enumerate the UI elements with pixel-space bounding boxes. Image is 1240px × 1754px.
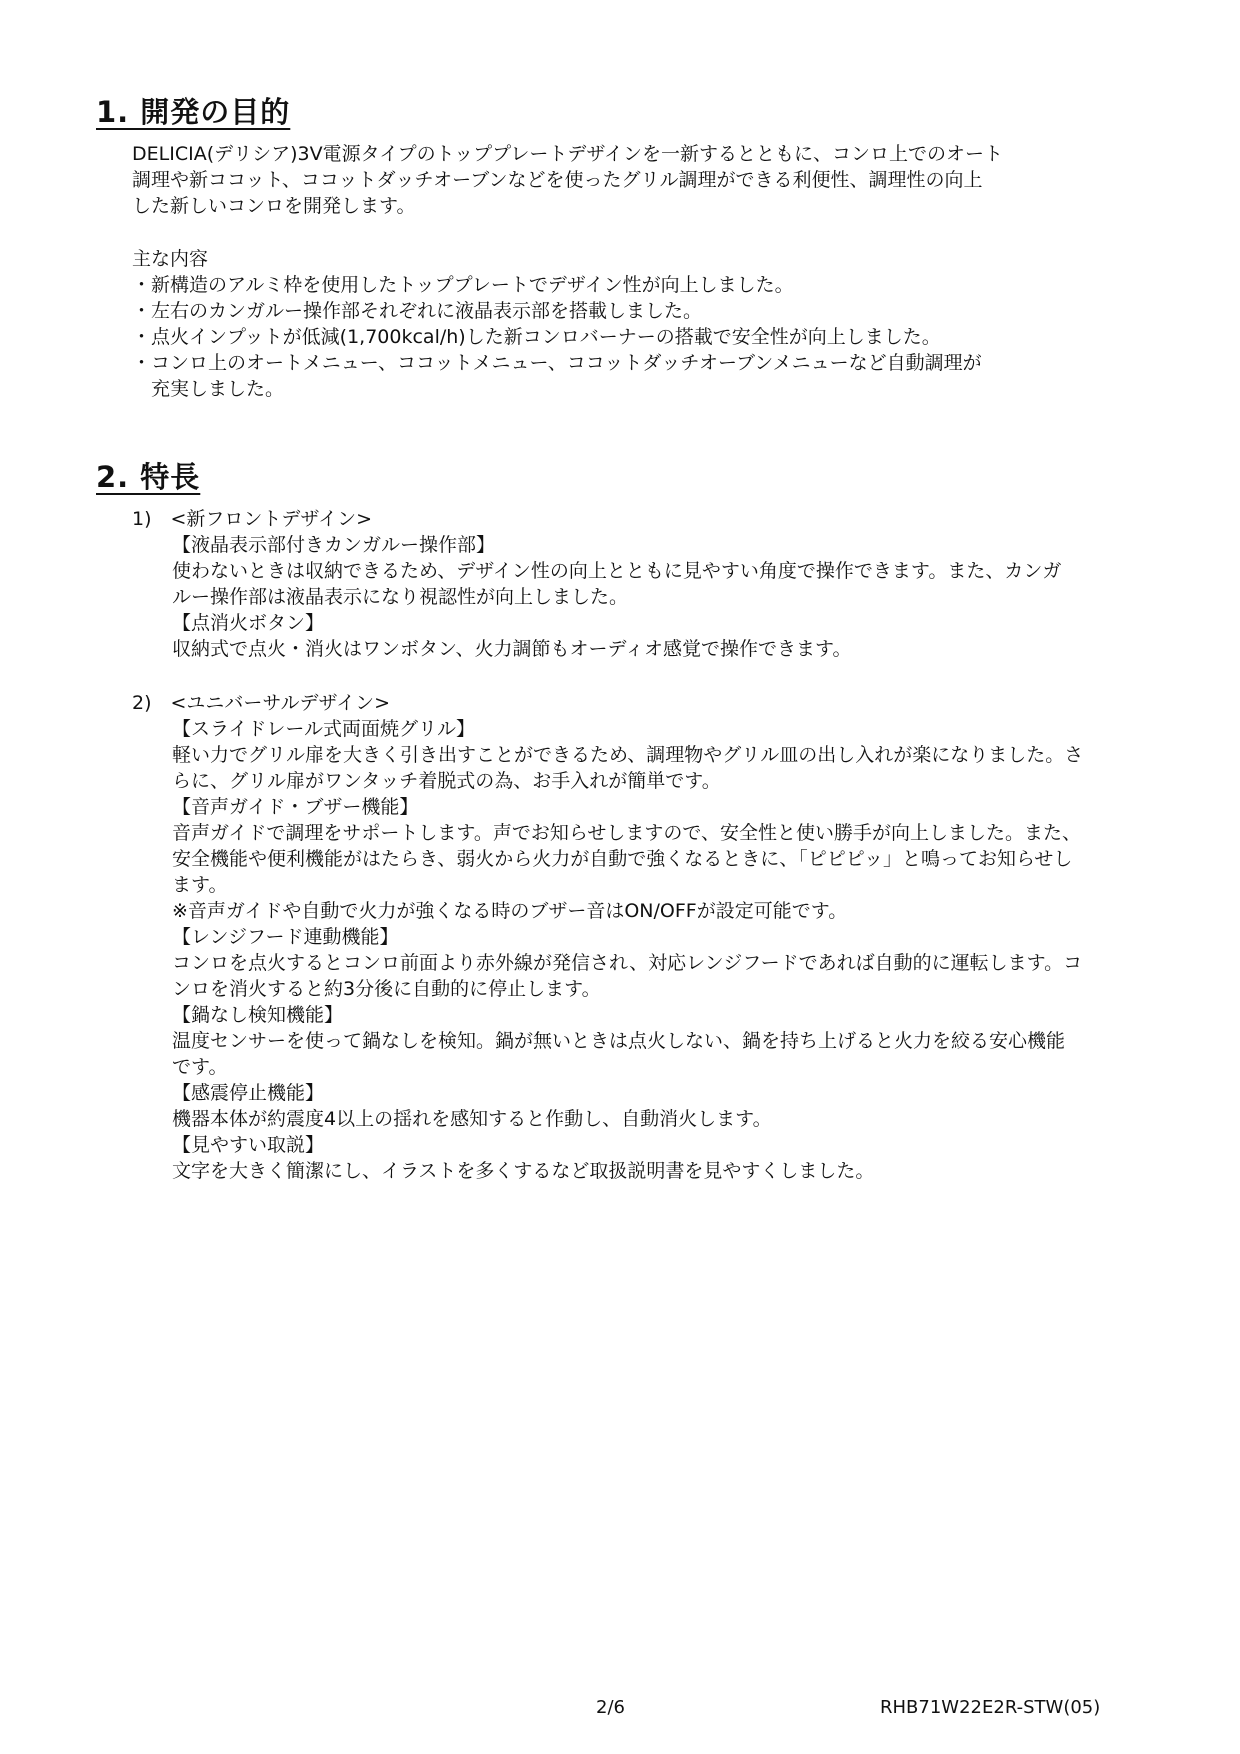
feature-group-title: 2) <ユニバーサルデザイン> bbox=[132, 692, 391, 714]
feature-subheading: 【見やすい取説】 bbox=[172, 1134, 325, 1156]
feature-text: 温度センサーを使って鍋なしを検知。鍋が無いときは点火しない、鍋を持ち上げると火力を絞る安心機能 bbox=[172, 1030, 1066, 1052]
main-contents-label: 主な内容 bbox=[132, 248, 209, 270]
feature-subheading: 【液晶表示部付きカンガルー操作部】 bbox=[172, 534, 496, 556]
bullet-item: ・新構造のアルミ枠を使用したトッププレートでデザイン性が向上しました。 bbox=[132, 274, 794, 296]
feature-text: 音声ガイドで調理をサポートします。声でお知らせしますので、安全性と使い勝手が向上しました。また、 bbox=[172, 822, 1081, 844]
feature-text: 文字を大きく簡潔にし、イラストを多くするなど取扱説明書を見やすくしました。 bbox=[172, 1160, 875, 1182]
feature-subheading: 【鍋なし検知機能】 bbox=[172, 1004, 344, 1026]
bullet-item: 充実しました。 bbox=[132, 378, 285, 400]
feature-note: ※音声ガイドや自動で火力が強くなる時のブザー音はON/OFFが設定可能です。 bbox=[172, 900, 848, 922]
feature-text: コンロを点火するとコンロ前面より赤外線が発信され、対応レンジフードであれば自動的に運転します。コ bbox=[172, 952, 1083, 974]
feature-subheading: 【レンジフード連動機能】 bbox=[172, 926, 399, 948]
feature-text: ンロを消火すると約3分後に自動的に停止します。 bbox=[172, 978, 601, 1000]
purpose-line: DELICIA(デリシア)3V電源タイプのトッププレートデザインを一新するとともに、コンロ上でのオート bbox=[132, 143, 1003, 165]
feature-subheading: 【点消火ボタン】 bbox=[172, 612, 325, 634]
purpose-line: 調理や新ココット、ココットダッチオーブンなどを使ったグリル調理ができる利便性、調理性の向上 bbox=[132, 169, 983, 191]
feature-text: 機器本体が約震度4以上の揺れを感知すると作動し、自動消火します。 bbox=[172, 1108, 772, 1130]
feature-text: 使わないときは収納できるため、デザイン性の向上とともに見やすい角度で操作できます。また、カンガ bbox=[172, 560, 1062, 582]
feature-text: です。 bbox=[172, 1056, 228, 1078]
feature-text: 安全機能や便利機能がはたらき、弱火から火力が自動で強くなるときに、「ピピピッ」と鳴ってお知らせし bbox=[172, 848, 1073, 870]
feature-subheading: 【スライドレール式両面焼グリル】 bbox=[172, 718, 476, 740]
bullet-item: ・点火インプットが低減(1,700kcal/h)した新コンロバーナーの搭載で安全性が向上しました。 bbox=[132, 326, 941, 348]
feature-text: ます。 bbox=[172, 874, 228, 896]
page-number: 2/6 bbox=[596, 1697, 625, 1718]
feature-subheading: 【感震停止機能】 bbox=[172, 1082, 325, 1104]
purpose-line: した新しいコンロを開発します。 bbox=[132, 195, 416, 217]
section-heading-purpose: 1. 開発の目的 bbox=[96, 95, 291, 129]
feature-subheading: 【音声ガイド・ブザー機能】 bbox=[172, 796, 419, 818]
feature-group-title: 1) <新フロントデザイン> bbox=[132, 508, 373, 530]
bullet-item: ・左右のカンガルー操作部それぞれに液晶表示部を搭載しました。 bbox=[132, 300, 703, 322]
feature-text: ルー操作部は液晶表示になり視認性が向上しました。 bbox=[172, 586, 629, 608]
bullet-item: ・コンロ上のオートメニュー、ココットメニュー、ココットダッチオーブンメニューなど自動調理が bbox=[132, 352, 982, 374]
feature-text: 収納式で点火・消火はワンボタン、火力調節もオーディオ感覚で操作できます。 bbox=[172, 638, 852, 660]
document-code: RHB71W22E2R-STW(05) bbox=[880, 1697, 1101, 1718]
feature-text: 軽い力でグリル扉を大きく引き出すことができるため、調理物やグリル皿の出し入れが楽になりました。さ bbox=[172, 744, 1084, 766]
section-heading-features: 2. 特長 bbox=[96, 460, 201, 494]
feature-text: らに、グリル扉がワンタッチ着脱式の為、お手入れが簡単です。 bbox=[172, 770, 721, 792]
